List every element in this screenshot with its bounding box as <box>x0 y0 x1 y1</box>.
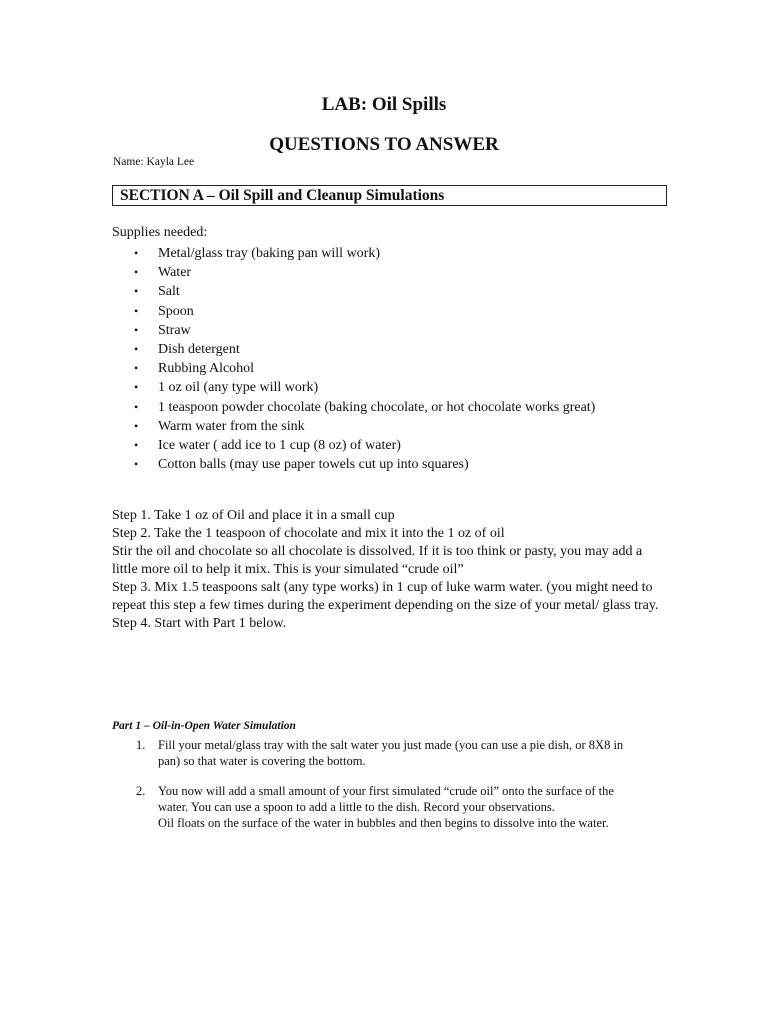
supply-item-text: 1 oz oil (any type will work) <box>158 380 319 396</box>
bullet-icon: • <box>134 457 139 472</box>
supply-item-text: Salt <box>158 284 180 300</box>
supply-item <box>112 398 595 417</box>
lab-title: LAB: Oil Spills <box>321 94 447 115</box>
supply-item <box>112 436 595 455</box>
questions-heading: QUESTIONS TO ANSWER <box>269 134 499 155</box>
part-1-list <box>112 737 632 831</box>
supplies-label: Supplies needed: <box>112 225 208 240</box>
supply-item-text: Ice water ( add ice to 1 cup (8 oz) of water) <box>158 437 401 453</box>
bullet-icon: • <box>134 284 139 299</box>
bullet-icon: • <box>134 322 139 337</box>
part-1-heading: Part 1 – Oil-in-Open Water Simulation <box>112 720 296 732</box>
supply-item <box>112 263 595 282</box>
item-text: Fill your metal/glass tray with the salt water you just made (you can use a pie dish, or 8X8 in pan) so that water is covering the bottom. <box>158 738 624 768</box>
supply-item-text: Dish detergent <box>158 341 240 357</box>
supply-item <box>112 378 595 397</box>
step-text: Step 3. Mix 1.5 teaspoons salt (any type works) in 1 cup of luke warm water. (you might need to repeat this step a few times during the experiment depending on the size of your metal/ glass tray. <box>112 580 659 613</box>
bullet-icon: • <box>134 437 139 452</box>
step-text: Step 4. Start with Part 1 below. <box>112 616 287 631</box>
observation-answer: Oil floats on the surface of the water in bubbles and then begins to dissolve into the water. <box>158 816 609 830</box>
item-text: You now will add a small amount of your first simulated “crude oil” onto the surface of the water. You can use a spoon to add a little to the dish. Record your observations. <box>158 784 614 814</box>
part-1-item <box>112 783 632 831</box>
bullet-icon: • <box>134 265 139 280</box>
bullet-icon: • <box>134 399 139 414</box>
item-number: 1. <box>136 738 146 752</box>
part-1-item <box>112 737 632 769</box>
step-text: Step 2. Take the 1 teaspoon of chocolate and mix it into the 1 oz of oil <box>112 526 505 541</box>
supply-item <box>112 244 595 263</box>
supplies-list <box>112 244 595 474</box>
bullet-icon: • <box>134 380 139 395</box>
bullet-icon: • <box>134 246 139 260</box>
supply-item <box>112 359 595 378</box>
step-text: Stir the oil and chocolate so all chocolate is dissolved. If it is too think or pasty, you may add a little more oil to help it mix. This is your simulated “crude oil” <box>112 544 643 577</box>
item-number: 2. <box>136 784 146 798</box>
supply-item-text: 1 teaspoon powder chocolate (baking chocolate, or hot chocolate works great) <box>158 399 596 415</box>
supply-item-text: Water <box>158 265 192 281</box>
supply-item-text: Straw <box>158 322 191 338</box>
supply-item-text: Spoon <box>158 303 194 319</box>
step-text: Step 1. Take 1 oz of Oil and place it in a small cup <box>112 508 395 523</box>
supply-item <box>112 455 595 474</box>
bullet-icon: • <box>134 361 139 376</box>
bullet-icon: • <box>134 341 139 356</box>
student-name: Name: Kayla Lee <box>113 156 195 168</box>
supply-item-text: Rubbing Alcohol <box>158 361 255 377</box>
bullet-icon: • <box>134 418 139 433</box>
supply-item-text: Metal/glass tray (baking pan will work) <box>158 246 381 261</box>
procedure-steps <box>112 507 660 633</box>
bullet-icon: • <box>134 303 139 318</box>
supply-item <box>112 340 595 359</box>
section-a-heading: SECTION A – Oil Spill and Cleanup Simulations <box>112 185 667 206</box>
supply-item-text: Warm water from the sink <box>158 418 305 434</box>
supply-item <box>112 282 595 301</box>
supply-item <box>112 417 595 436</box>
supply-item <box>112 302 595 321</box>
supply-item <box>112 321 595 340</box>
supply-item-text: Cotton balls (may use paper towels cut up into squares) <box>158 457 469 473</box>
